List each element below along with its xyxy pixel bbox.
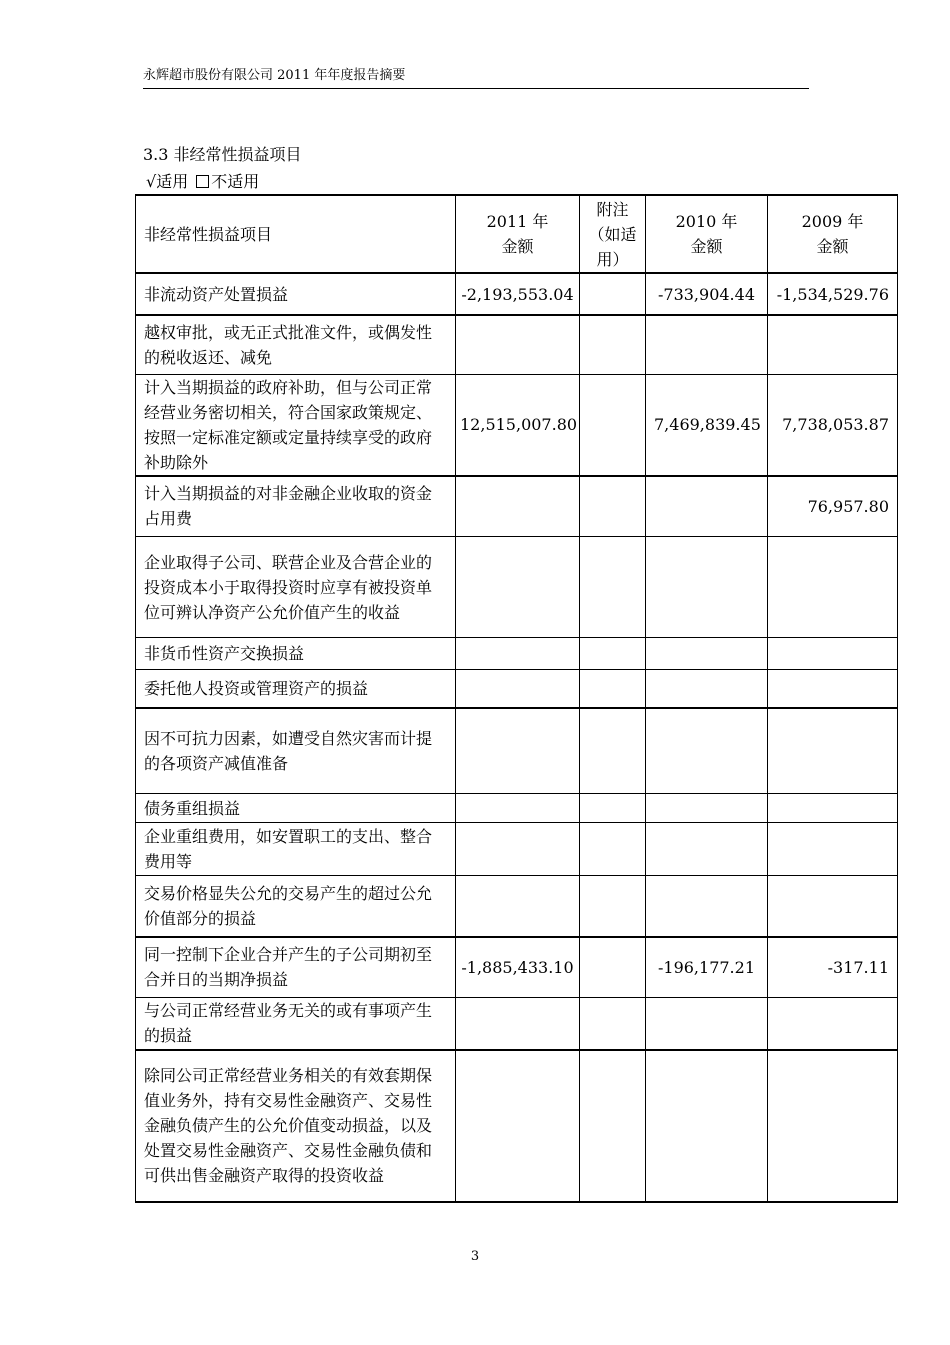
row-note <box>580 537 646 638</box>
table-row <box>136 876 898 937</box>
table-row <box>136 273 898 315</box>
row-2011-value <box>456 1050 580 1202</box>
row-note <box>580 937 646 998</box>
row-2011-value <box>456 476 580 537</box>
row-note <box>580 708 646 794</box>
row-2009-value: -1,534,529.76 <box>768 273 898 315</box>
row-item: 交易价格显失公允的交易产生的超过公允价值部分的损益 <box>136 876 456 937</box>
row-2011-value <box>456 998 580 1050</box>
row-2011-value <box>456 876 580 937</box>
row-note <box>580 476 646 537</box>
row-2011-value <box>456 638 580 670</box>
row-note <box>580 998 646 1050</box>
header-note-line1: 附注 <box>596 199 629 219</box>
row-2011-value <box>456 708 580 794</box>
row-2010-value: -733,904.44 <box>646 273 768 315</box>
row-item: 非货币性资产交换损益 <box>136 638 456 670</box>
row-note <box>580 273 646 315</box>
row-2010-value <box>646 476 768 537</box>
header-2009-year: 2009 年 <box>801 212 864 231</box>
header-2011 <box>456 195 580 273</box>
row-2010-value <box>646 638 768 670</box>
row-2009-value <box>768 823 898 876</box>
row-2010-value: -196,177.21 <box>646 937 768 998</box>
header-2011-year: 2011 年 <box>486 212 549 231</box>
row-item: 越权审批，或无正式批准文件，或偶发性的税收返还、减免 <box>136 315 456 374</box>
header-2010 <box>646 195 768 273</box>
table-row <box>136 823 898 876</box>
table-row <box>136 1050 898 1202</box>
row-2009-value <box>768 794 898 823</box>
header-note-line2: （如适 <box>588 224 637 244</box>
row-2010-value <box>646 670 768 708</box>
header-2010-year: 2010 年 <box>675 212 738 231</box>
row-item: 企业重组费用，如安置职工的支出、整合费用等 <box>136 823 456 876</box>
table-header-row <box>136 195 898 273</box>
header-2009-sub: 金额 <box>816 237 849 256</box>
header-item: 非经常性损益项目 <box>136 195 456 273</box>
row-2010-value <box>646 794 768 823</box>
empty-checkbox-icon <box>196 175 209 188</box>
row-item: 同一控制下企业合并产生的子公司期初至合并日的当期净损益 <box>136 937 456 998</box>
table-row <box>136 708 898 794</box>
applicable-label: 适用 <box>156 172 189 191</box>
row-2011-value: 12,515,007.80 <box>456 374 580 476</box>
report-header: 永辉超市股份有限公司 2011 年年度报告摘要 <box>143 67 809 89</box>
row-2009-value <box>768 998 898 1050</box>
row-item: 企业取得子公司、联营企业及合营企业的投资成本小于取得投资时应享有被投资单位可辨认净资产公允价值产生的收益 <box>136 537 456 638</box>
row-item: 债务重组损益 <box>136 794 456 823</box>
row-2011-value: -1,885,433.10 <box>456 937 580 998</box>
not-applicable-label: 不适用 <box>211 172 260 191</box>
row-item: 计入当期损益的政府补助，但与公司正常经营业务密切相关，符合国家政策规定、按照一定标准定额或定量持续享受的政府补助除外 <box>136 374 456 476</box>
row-2011-value <box>456 315 580 374</box>
table-row <box>136 476 898 537</box>
header-note <box>580 195 646 273</box>
row-2009-value <box>768 670 898 708</box>
row-2009-value <box>768 315 898 374</box>
non-recurring-items-table <box>135 194 898 1203</box>
table-row <box>136 794 898 823</box>
table-row <box>136 670 898 708</box>
row-2010-value <box>646 708 768 794</box>
row-note <box>580 823 646 876</box>
section-title: 3.3 非经常性损益项目 <box>143 145 302 164</box>
table-row <box>136 998 898 1050</box>
row-2011-value <box>456 823 580 876</box>
table-row <box>136 315 898 374</box>
row-2009-value <box>768 1050 898 1202</box>
row-2010-value <box>646 1050 768 1202</box>
row-2011-value <box>456 537 580 638</box>
header-2009 <box>768 195 898 273</box>
row-2009-value <box>768 876 898 937</box>
applicability-options <box>146 172 259 192</box>
row-item: 因不可抗力因素，如遭受自然灾害而计提的各项资产减值准备 <box>136 708 456 794</box>
row-2009-value <box>768 638 898 670</box>
row-item: 计入当期损益的对非金融企业收取的资金占用费 <box>136 476 456 537</box>
row-2009-value <box>768 537 898 638</box>
row-note <box>580 315 646 374</box>
row-2011-value <box>456 794 580 823</box>
row-2011-value <box>456 670 580 708</box>
row-note <box>580 374 646 476</box>
header-2011-sub: 金额 <box>501 237 534 256</box>
row-item: 除同公司正常经营业务相关的有效套期保值业务外，持有交易性金融资产、交易性金融负债产生的公允价值变动损益，以及处置交易性金融资产、交易性金融负债和可供出售金融资产取得的投资收益 <box>136 1050 456 1202</box>
row-2010-value <box>646 876 768 937</box>
table-row <box>136 374 898 476</box>
row-2010-value: 7,469,839.45 <box>646 374 768 476</box>
row-2009-value <box>768 708 898 794</box>
row-2009-value: 76,957.80 <box>768 476 898 537</box>
row-2010-value <box>646 315 768 374</box>
row-note <box>580 876 646 937</box>
row-2010-value <box>646 998 768 1050</box>
header-2010-sub: 金额 <box>690 237 723 256</box>
row-item: 与公司正常经营业务无关的或有事项产生的损益 <box>136 998 456 1050</box>
table-row <box>136 638 898 670</box>
check-mark-icon: √ <box>146 172 157 191</box>
row-2010-value <box>646 823 768 876</box>
page-number: 3 <box>470 1249 480 1264</box>
row-note <box>580 670 646 708</box>
row-note <box>580 638 646 670</box>
row-2010-value <box>646 537 768 638</box>
row-note <box>580 794 646 823</box>
table-row <box>136 937 898 998</box>
row-item: 非流动资产处置损益 <box>136 273 456 315</box>
row-2009-value: 7,738,053.87 <box>768 374 898 476</box>
table-row <box>136 537 898 638</box>
row-note <box>580 1050 646 1202</box>
row-2009-value: -317.11 <box>768 937 898 998</box>
row-2011-value: -2,193,553.04 <box>456 273 580 315</box>
row-item: 委托他人投资或管理资产的损益 <box>136 670 456 708</box>
header-note-line3: 用） <box>596 249 629 269</box>
